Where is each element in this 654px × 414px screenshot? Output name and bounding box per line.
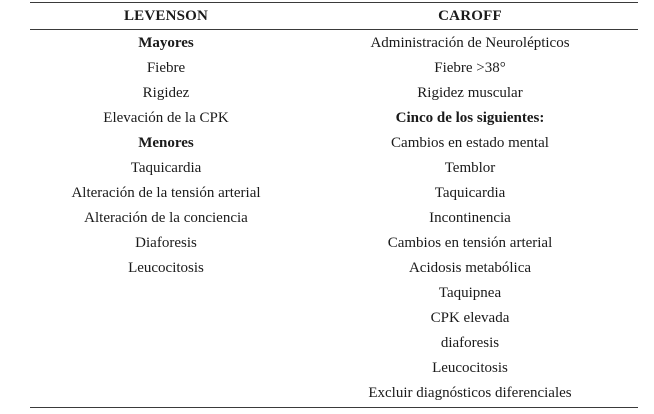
criteria-table: [30, 2, 638, 408]
caroff-column: [302, 31, 638, 406]
caroff-criterion: Taquipnea: [438, 285, 502, 301]
caroff-criterion: Excluir diagnósticos diferenciales: [368, 385, 572, 401]
caroff-section-heading: Cinco de los siguientes:: [395, 110, 545, 126]
header-levenson: LEVENSON: [123, 8, 209, 24]
caroff-criterion: Taquicardia: [434, 185, 506, 201]
caroff-criterion: Administración de Neurolépticos: [370, 35, 570, 51]
levenson-criterion: Leucocitosis: [128, 260, 204, 276]
bottom-rule: [30, 407, 638, 408]
caroff-criterion: Cambios en estado mental: [391, 135, 549, 151]
levenson-criterion: Elevación de la CPK: [103, 110, 229, 126]
levenson-section-heading: Mayores: [138, 35, 194, 51]
header-caroff: CAROFF: [438, 8, 502, 24]
caroff-criterion: diaforesis: [440, 335, 500, 351]
levenson-column: [30, 31, 302, 406]
levenson-criterion: Alteración de la tensión arterial: [71, 185, 261, 201]
table-header-row: [30, 3, 638, 30]
header-cell-left: [30, 7, 302, 25]
levenson-criterion: Alteración de la conciencia: [84, 210, 248, 226]
caroff-criterion: Temblor: [444, 160, 496, 176]
levenson-section-heading: Menores: [138, 135, 194, 151]
levenson-criterion: Diaforesis: [135, 235, 197, 251]
caroff-criterion: Rigidez muscular: [417, 85, 523, 101]
caroff-criterion: Incontinencia: [429, 210, 511, 226]
caroff-criterion: Leucocitosis: [432, 360, 508, 376]
caroff-criterion: CPK elevada: [430, 310, 510, 326]
levenson-criterion: Rigidez: [142, 85, 190, 101]
caroff-criterion: Fiebre >38°: [434, 60, 506, 76]
header-cell-right: [302, 7, 638, 25]
caroff-criterion: Acidosis metabólica: [408, 260, 532, 276]
levenson-criterion: Fiebre: [146, 60, 186, 76]
levenson-criterion: Taquicardia: [130, 160, 202, 176]
table-body: [30, 30, 638, 406]
caroff-criterion: Cambios en tensión arterial: [387, 235, 553, 251]
